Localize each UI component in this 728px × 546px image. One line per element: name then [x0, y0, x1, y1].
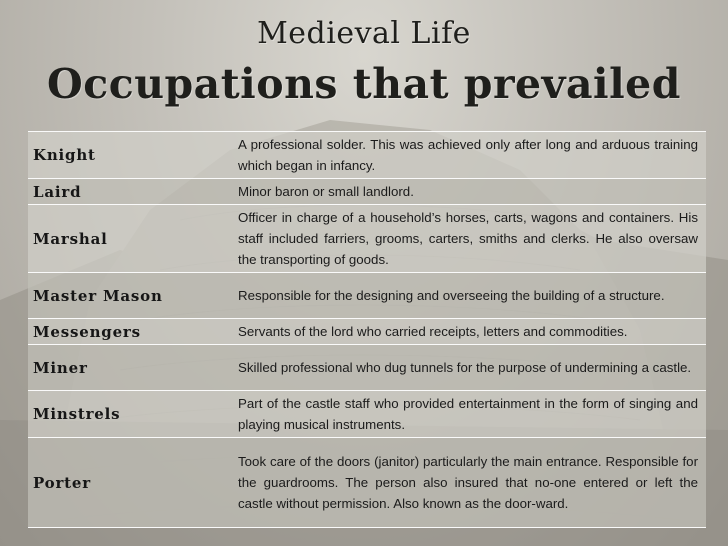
occupation-term: Marshal: [28, 205, 228, 273]
table-row: [28, 345, 706, 391]
occupation-definition: Officer in charge of a household’s horses, carts, wagons and containers. His staff included farriers, grooms, carters, smiths and clerks. He also oversaw the transporting of goods.: [228, 205, 706, 273]
occupation-definition: Part of the castle staff who provided entertainment in the form of singing and playing musical instruments.: [228, 391, 706, 438]
occupation-term: Porter: [28, 438, 228, 528]
table-row: [28, 132, 706, 179]
table-row: [28, 205, 706, 273]
occupation-definition: Servants of the lord who carried receipts, letters and commodities.: [228, 319, 706, 345]
table-row: [28, 438, 706, 528]
slide-subtitle: Occupations that prevailed: [47, 60, 681, 108]
occupation-definition: A professional solder. This was achieved only after long and arduous training which began in infancy.: [228, 132, 706, 179]
occupation-term: Laird: [28, 179, 228, 205]
occupation-term: Knight: [28, 132, 228, 179]
table-row: [28, 391, 706, 438]
occupations-table: [28, 131, 706, 528]
occupation-term: Messengers: [28, 319, 228, 345]
table-row: [28, 273, 706, 319]
occupation-term: Miner: [28, 345, 228, 391]
occupation-definition: Responsible for the designing and overseeing the building of a structure.: [228, 273, 706, 319]
occupation-definition: Minor baron or small landlord.: [228, 179, 706, 205]
occupation-definition: Skilled professional who dug tunnels for the purpose of undermining a castle.: [228, 345, 706, 391]
occupation-term: Master Mason: [28, 273, 228, 319]
occupation-definition: Took care of the doors (janitor) particularly the main entrance. Responsible for the guardrooms. The person also insured that no-one entered or left the castle without permission. Also known as the door-ward.: [228, 438, 706, 528]
table-row: [28, 179, 706, 205]
table-row: [28, 319, 706, 345]
slide-title: Medieval Life: [257, 16, 471, 51]
occupation-term: Minstrels: [28, 391, 228, 438]
